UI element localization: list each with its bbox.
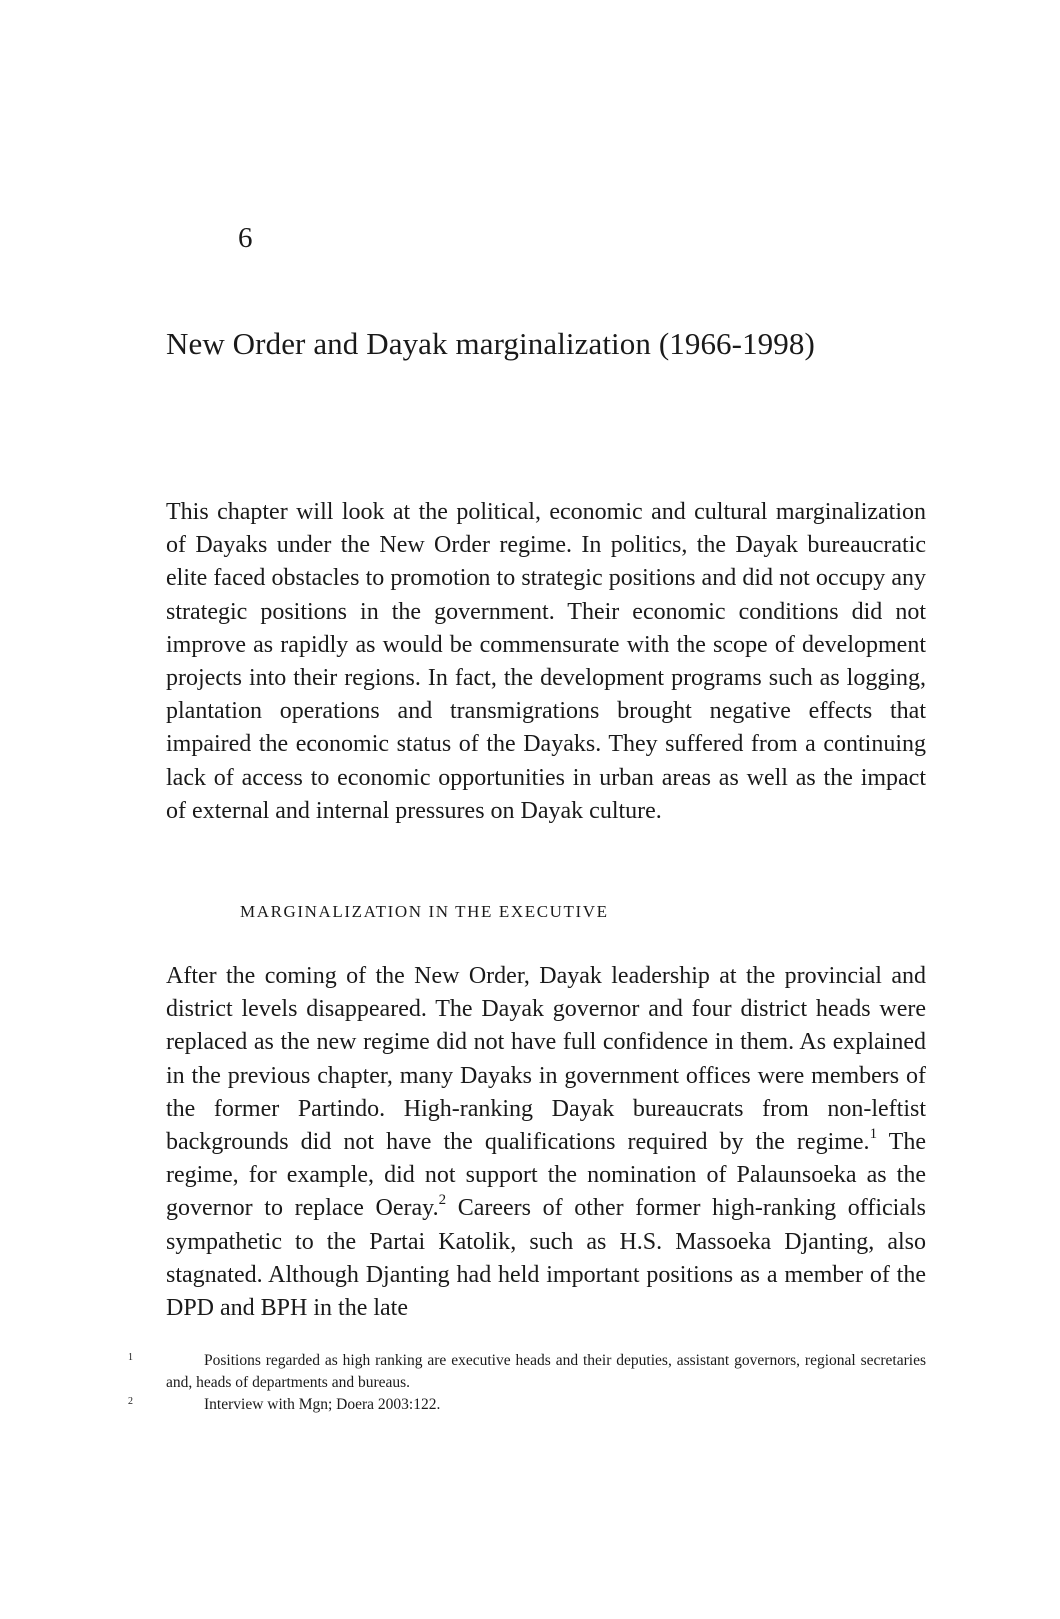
chapter-number: 6 (238, 222, 253, 254)
footnote-2 (128, 1394, 926, 1416)
footnote-text: Positions regarded as high ranking are executive heads and their deputies, assistant governors, regional secretaries and, heads of departments and bureaus. (166, 1352, 926, 1391)
footnote-mark: 2 (128, 1396, 133, 1407)
chapter-title: New Order and Dayak marginalization (1966-1998) (166, 326, 815, 361)
section-paragraph-text-1: After the coming of the New Order, Dayak leadership at the provincial and district levels disappeared. The Dayak governor and four district heads were replaced as the new regime did not have full confidence in them. As explained in the previous chapter, many Dayaks in government offices were members of the former Partindo. High-ranking Dayak bureaucrats from non-leftist backgrounds did not have the qualifications required by the regime. (166, 963, 926, 1156)
footnote-reference-1[interactable]: 1 (869, 1126, 878, 1143)
footnote-text: Interview with Mgn; Doera 2003:122. (204, 1396, 441, 1413)
footnotes (128, 1350, 926, 1416)
intro-paragraph: This chapter will look at the political, economic and cultural marginalization of Dayaks under the New Order regime. In politics, the Dayak bureaucratic elite faced obstacles to promotion to strategic positions and did not occupy any strategic positions in the government. Their economic conditions did not improve as rapidly as would be commensurate with the scope of development projects into their regions. In fact, the development programs such as logging, plantation operations and transmigrations brought negative effects that impaired the economic status of the Dayaks. They suffered from a continuing lack of access to economic opportunities in urban areas as well as the impact of external and internal pressures on Dayak culture. (166, 499, 926, 824)
section-paragraph-text-3: Careers of other former high-ranking officials sympathetic to the Partai Katolik, such as H.S. Massoeka Djanting, also stagnated. Although Djanting had held important positions as a member of the DPD and BPH in the late (166, 1195, 926, 1322)
section-heading: MARGINALIZATION IN THE EXECUTIVE (240, 902, 609, 921)
footnote-reference-2[interactable]: 2 (438, 1192, 447, 1209)
section-paragraph-text-2: The regime, for example, did not support the nomination of Palaunsoeka as the governor to replace Oeray. (166, 1129, 926, 1222)
footnote-1 (128, 1350, 926, 1394)
footnote-mark: 1 (128, 1352, 133, 1363)
section-paragraph (166, 960, 926, 1325)
